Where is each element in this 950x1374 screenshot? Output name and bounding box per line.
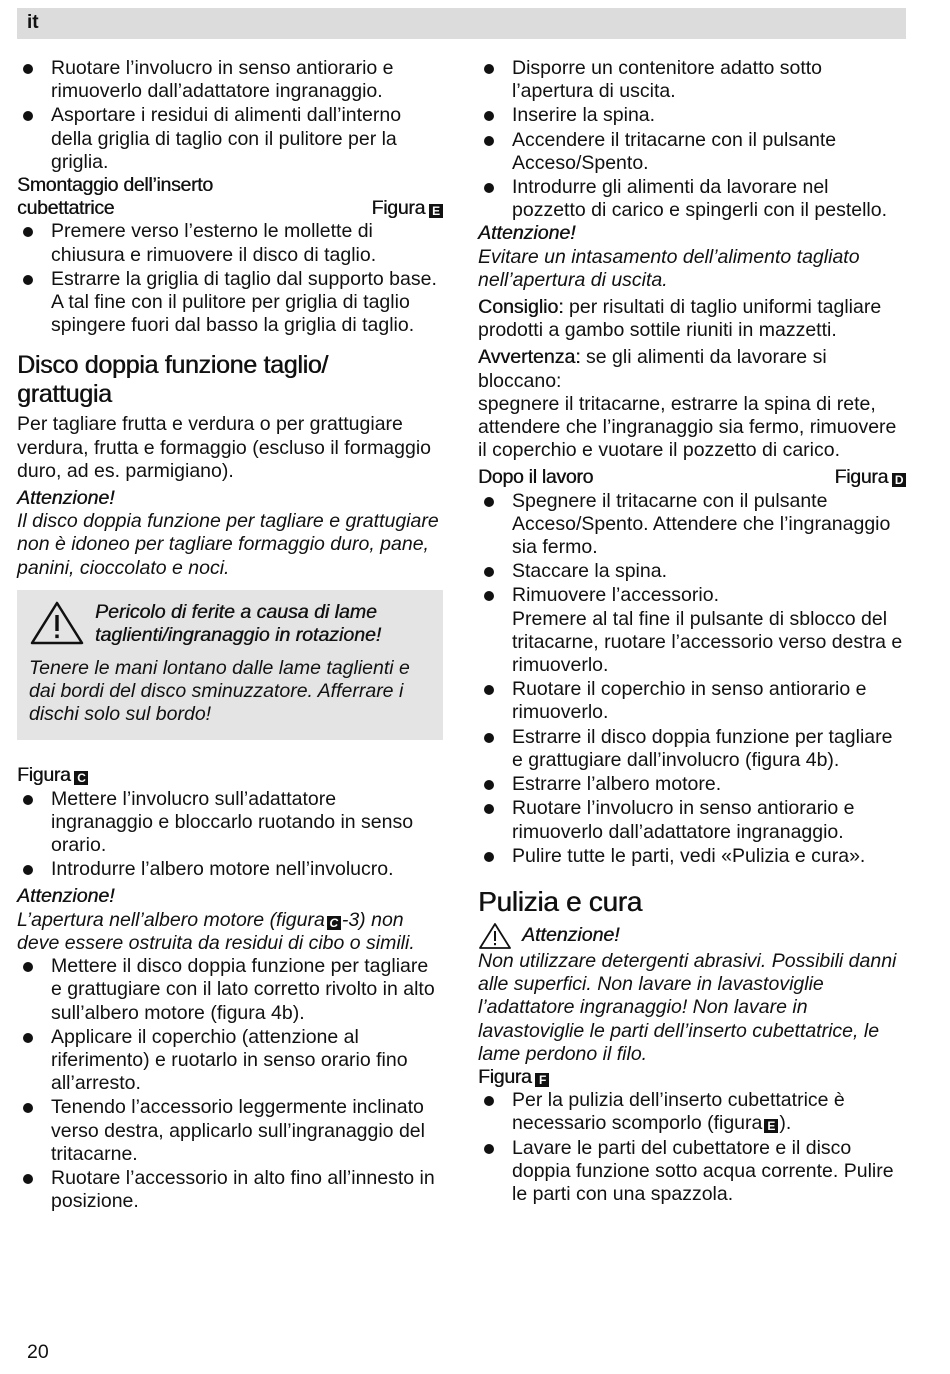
list-item: Ruotare il coperchio in senso antiorario e rimuoverlo. (478, 678, 906, 724)
figure-heading-c (17, 764, 443, 787)
list-item: Estrarre l’albero motore. (478, 773, 906, 796)
warning-triangle-icon (478, 922, 512, 950)
figure-label: Figura (478, 1065, 532, 1088)
figure-heading-f (478, 1066, 906, 1089)
list-item: Mettere l’involucro sull’adattatore ingranaggio e bloccarlo ruotando in senso orario. (17, 788, 443, 858)
list-item: Introdurre l’albero motore nell’involucro. (17, 858, 443, 881)
bullet-list (17, 57, 443, 174)
attention-label: Attenzione! (17, 885, 115, 908)
list-item: Introdurre gli alimenti da lavorare nel pozzetto di carico e spingerli con il pestello. (478, 176, 906, 222)
warning-title: Pericolo di ferite a causa di lame taglienti/ingranaggio in rotazione! (95, 600, 382, 647)
list-item: Estrarre la griglia di taglio dal supporto base. A tal fine con il pulitore per griglia di taglio spingere fuori dal basso la griglia di taglio. (17, 268, 443, 338)
figure-letter-box: F (535, 1073, 549, 1087)
list-item: Mettere il disco doppia funzione per tagliare e grattugiare con il lato corretto rivolto in alto sull’albero motore (figura 4b). (17, 955, 443, 1025)
list-item (478, 584, 906, 677)
list-item: Estrarre il disco doppia funzione per tagliare e grattugiare dall’involucro (figura 4b). (478, 726, 906, 772)
section-title-line: grattugia (17, 380, 112, 409)
list-item: Asportare i residui di alimenti dall’interno della griglia di taglio con il pulitore per la griglia. (17, 104, 443, 174)
figure-letter-box: D (892, 473, 906, 487)
list-item: Premere verso l’esterno le mollette di chiusura e rimuovere il disco di taglio. (17, 220, 443, 266)
right-column (478, 57, 906, 1206)
note-label: Avvertenza: (478, 346, 581, 369)
page-number: 20 (27, 1341, 49, 1363)
section-title: Pulizia e cura (478, 885, 642, 917)
language-code: it (27, 12, 39, 33)
figure-label: Figura (371, 197, 425, 220)
list-item-text: Rimuovere l’accessorio. (512, 584, 719, 607)
subheading-smontaggio (17, 174, 443, 220)
intro-paragraph: Per tagliare frutta e verdura o per grattugiare verdura, frutta e formaggio (escluso il formaggio duro, ad es. parmigiano). (17, 413, 432, 482)
left-column (17, 57, 443, 1213)
attention-label: Attenzione! (522, 924, 620, 947)
list-item: Applicare il coperchio (attenzione al riferimento) e ruotarlo in senso orario fino all’arresto. (17, 1026, 443, 1096)
subheading-line: Smontaggio dell’inserto (17, 174, 213, 197)
list-item: Ruotare l’involucro in senso antiorario e rimuoverlo dall’adattatore ingranaggio. (17, 57, 443, 103)
tip-paragraph (478, 296, 906, 342)
list-item (478, 1089, 906, 1135)
list-item-detail: Premere al tal fine il pulsante di sblocco del tritacarne, ruotare l’accessorio verso destra e rimuoverlo. (512, 607, 903, 677)
subheading-line: cubettatrice (17, 197, 115, 220)
list-item: Accendere il tritacarne con il pulsante Acceso/Spento. (478, 129, 906, 175)
note-paragraph (478, 346, 906, 392)
attention-text (17, 909, 443, 955)
figure-label: Figura (834, 466, 888, 489)
bullet-list (478, 1089, 906, 1206)
bullet-list (17, 955, 443, 1213)
language-header-bar (17, 8, 906, 39)
tip-text: per risultati di taglio uniformi tagliare prodotti a gambo sottile riuniti in mazzetti. (478, 296, 882, 342)
note-text: se gli alimenti da lavorare si bloccano: (478, 346, 827, 392)
attention-text: Non utilizzare detergenti abrasivi. Possibili danni alle superfici. Non lavare in lavastoviglie l’adattatore ingranaggio! Non lavare in lavastoviglie le parti dell’inserto cubettatrice, le lame perdono il filo. (478, 949, 897, 1065)
list-item: Spegnere il tritacarne con il pulsante Acceso/Spento. Attendere che l’ingranaggio sia fermo. (478, 490, 906, 560)
attention-text-part: -3) non deve essere ostruita da residui di cibo o simili. (17, 908, 415, 954)
figure-letter-box: C (74, 771, 88, 785)
list-item: Ruotare l’accessorio in alto fino all’innesto in posizione. (17, 1167, 443, 1213)
figure-letter-box: E (429, 204, 443, 218)
section-title (17, 351, 443, 409)
attention-text: Il disco doppia funzione per tagliare e grattugiare non è idoneo per tagliare formaggio duro, pane, panini, cioccolato e noci. (17, 510, 439, 579)
tip-label: Consiglio: (478, 296, 564, 319)
warning-box (17, 590, 443, 741)
figure-label: Figura (17, 764, 71, 787)
figure-letter-box: C (327, 916, 341, 930)
subheading-after-work (478, 466, 906, 489)
warning-text: Tenere le mani lontano dalle lame taglienti e dai bordi del disco sminuzzatore. Afferrare i dischi solo sul bordo! (29, 656, 410, 726)
attention-heading (478, 922, 906, 950)
list-item: Pulire tutte le parti, vedi «Pulizia e cura». (478, 845, 906, 868)
bullet-list (478, 490, 906, 868)
attention-label: Attenzione! (478, 222, 576, 245)
list-item: Tenendo l’accessorio leggermente inclinato verso destra, applicarlo sull’ingranaggio del tritacarne. (17, 1096, 443, 1166)
list-item: Lavare le parti del cubettatore e il disco doppia funzione sotto acqua corrente. Pulire le parti con una spazzola. (478, 1137, 906, 1207)
subheading-line: Dopo il lavoro (478, 466, 594, 489)
list-item: Disporre un contenitore adatto sotto l’apertura di uscita. (478, 57, 906, 103)
section-title-line: Disco doppia funzione taglio/ (17, 351, 328, 380)
attention-text-part: L’apertura nell’albero motore (figura (17, 908, 325, 931)
warning-triangle-icon (29, 600, 95, 651)
bullet-list (478, 57, 906, 222)
bullet-list (17, 788, 443, 882)
list-item-text: Per la pulizia dell’inserto cubettatrice è necessario scomporlo (figura (512, 1089, 845, 1135)
attention-text: Evitare un intasamento dell’alimento tagliato nell’apertura di uscita. (478, 245, 860, 291)
attention-label: Attenzione! (17, 487, 115, 510)
list-item: Inserire la spina. (478, 104, 906, 127)
list-item-text: ). (779, 1112, 792, 1135)
list-item: Ruotare l’involucro in senso antiorario e rimuoverlo dall’adattatore ingranaggio. (478, 797, 906, 843)
bullet-list (17, 220, 443, 337)
figure-letter-box: E (764, 1119, 778, 1133)
figure-reference (372, 197, 443, 220)
list-item: Staccare la spina. (478, 560, 906, 583)
figure-reference (835, 466, 906, 489)
note-paragraph-continued: spegnere il tritacarne, estrarre la spina di rete, attendere che l’ingranaggio sia fermo, rimuovere il coperchio e vuotare il pozzetto di carico. (478, 392, 897, 462)
